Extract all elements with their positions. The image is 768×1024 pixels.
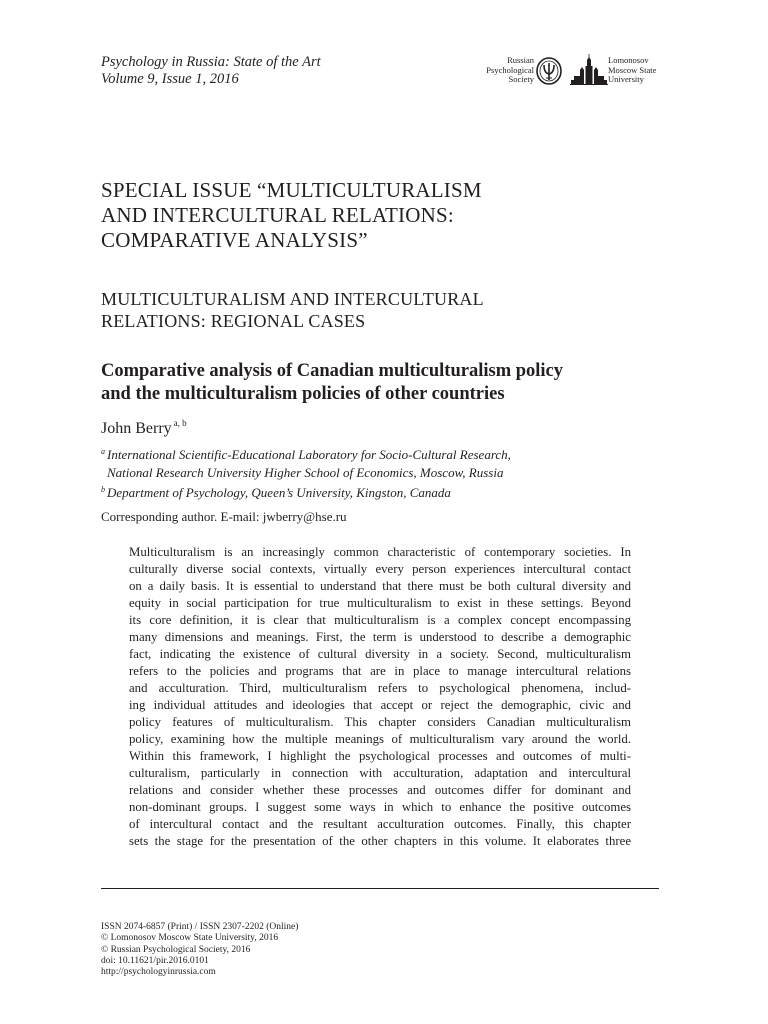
abstract-line: culturalism, particularly in connection with acculturation, adaptation and intercultural [129,766,631,780]
abstract-line: fact, indicating the existence of cultural diversity in a society. Second, multiculturalism [129,647,631,661]
doi: doi: 10.11621/pir.2016.0101 [101,955,209,966]
journal-volume: Volume 9, Issue 1, 2016 [101,71,239,87]
abstract-line: sets the stage for the presentation of the other chapters in this volume. It elaborates three [129,834,631,848]
author-affiliation-marks: a, b [173,418,187,428]
affiliation-b: $^b$ Department of Psychology, Queen’s University, Kingston, Canada [101,485,451,500]
abstract-line: relations and consider whether these processes and outcomes differ for dominant and [129,783,631,797]
rps-logo-text: Russian Psychological Society [486,55,534,84]
author [101,413,187,439]
issn: ISSN 2074-6857 (Print) / ISSN 2307-2202 (Online) [101,922,299,932]
article-title: Comparative analysis of Canadian multiculturalism policy and the multiculturalism policies of other countries [101,361,564,404]
corresponding-author: Corresponding author. E-mail: jwberry@hse.ru [101,509,347,524]
abstract-line: and acculturation. Third, multiculturalism refers to psychological phenomena, includ- [129,681,631,695]
author-name: John Berry [101,420,172,437]
abstract-line: ing individual attitudes and ideologies that accept or reject the demographic, civic and [129,698,631,712]
abstract [129,544,631,850]
copyright-rps: © Russian Psychological Society, 2016 [101,944,251,955]
journal-header [101,54,321,88]
abstract-line: culturally diverse social contexts, virtually every person experiences intercultural contact [129,562,631,576]
abstract-line: many dimensions and meanings. First, the term is understood to describe a demographic [129,630,631,644]
journal-name: Psychology in Russia: State of the Art [101,54,321,70]
journal-url[interactable]: http://psychologyinrussia.com [101,967,216,978]
abstract-line: policy features of multiculturalism. This chapter considers Canadian multiculturalism [129,715,631,729]
affiliation-a: $^a$ International Scientific-Educational Laboratory for Socio-Cultural Research, National Research University Higher School of Economics, Moscow, Russia [101,447,511,480]
abstract-line: on a daily basis. It is essential to understand that there must be both cultural diversity and [129,579,631,593]
footer-divider [101,888,659,889]
publisher-logos [474,54,664,90]
abstract-line: Multiculturalism is an increasingly common characteristic of contemporary societies. In [129,545,631,559]
abstract-line: equity in social participation for true multiculturalism to exist in these settings. Beyond [129,596,631,610]
abstract-line: its core definition, it is clear that multiculturalism is a complex concept encompassing [129,613,631,627]
section-title: MULTICULTURALISM AND INTERCULTURAL RELATIONS: REGIONAL CASES [101,289,484,331]
abstract-line: policy, examining how the multiple meanings of multiculturalism vary around the world. [129,732,631,746]
abstract-line: non-dominant groups. I suggest some ways in which to enhance the positive outcomes [129,800,631,814]
footer [101,922,298,978]
msu-logo-text: Lomonosov Moscow State University [608,55,657,84]
copyright-msu: © Lomonosov Moscow State University, 2016 [101,933,279,944]
abstract-line: of intercultural contact and the resultant acculturation outcomes. Finally, this chapter [129,817,631,831]
abstract-line: Within this framework, I highlight the psychological processes and outcomes of multi- [129,749,631,763]
msu-building-icon [570,54,608,86]
special-issue-title: SPECIAL ISSUE “MULTICULTURALISM AND INTERCULTURAL RELATIONS: COMPARATIVE ANALYSIS” [101,178,482,252]
abstract-line: refers to the policies and programs that are in place to manage intercultural relations [129,664,631,678]
rps-emblem-icon [535,56,563,86]
